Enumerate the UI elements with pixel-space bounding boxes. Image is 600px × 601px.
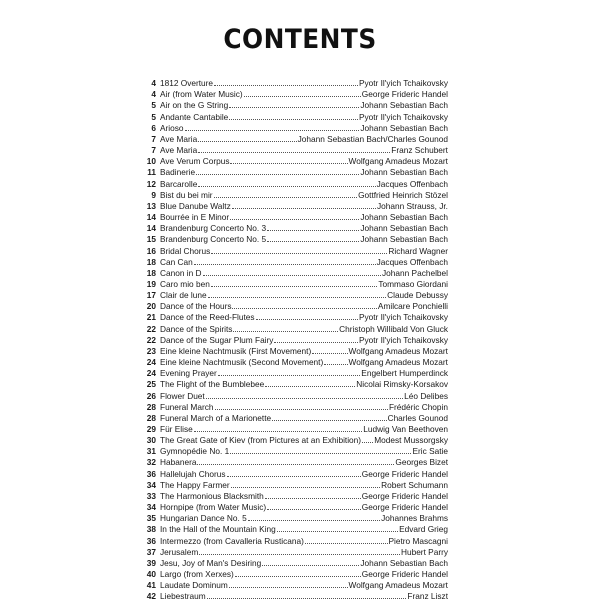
entry-title: Clair de lune [160,290,207,301]
entry-composer: Robert Schumann [381,479,448,490]
entry-composer: Franz Schubert [391,145,448,156]
contents-entry[interactable] [142,512,448,523]
entry-composer: Modest Mussorgsky [374,435,448,446]
entry-page-number: 31 [146,446,156,457]
entry-page-number: 26 [146,390,156,401]
entry-title: Can Can [160,256,193,267]
entry-page-number: 14 [146,223,156,234]
contents-entry[interactable] [142,423,448,434]
entry-composer: Johann Sebastian Bach [360,167,448,178]
contents-entry[interactable] [142,579,448,590]
entry-title: Evening Prayer [160,368,217,379]
entry-composer: Gottfried Heinrich Stözel [358,189,448,200]
entry-composer: Pyotr Il'yich Tchaikovsky [358,111,448,122]
entry-page-number: 25 [146,379,156,390]
entry-page-number: 21 [146,312,156,323]
entry-page-number: 10 [146,156,156,167]
entry-title: Für Elise [160,424,193,434]
entry-title: Arioso [160,122,184,133]
dot-leader [277,531,398,532]
entry-title: Gymnopédie No. 1 [160,446,230,457]
entry-composer: George Frideric Handel [361,468,448,479]
contents-entry[interactable] [142,490,448,501]
dot-leader [197,464,394,465]
entry-page-number: 15 [146,234,156,245]
contents-entry[interactable] [142,211,448,222]
entry-title: Bridal Chorus [160,245,211,256]
entry-title: Brandenburg Concerto No. 3 [160,223,267,234]
contents-entry[interactable] [142,401,448,412]
entry-page-number: 34 [146,502,156,513]
dot-leader [206,398,403,399]
dot-leader [229,107,359,108]
entry-composer: Johann Sebastian Bach [360,212,448,223]
contents-entry[interactable] [142,233,448,244]
entry-page-number: 40 [146,569,156,580]
entry-title: Caro mio ben [160,278,210,289]
entry-title: Flower Duet [160,390,205,401]
contents-entry[interactable] [142,122,448,133]
entry-title: In the Hall of the Mountain King [160,524,276,535]
dot-leader [199,554,400,555]
dot-leader [203,275,382,276]
entry-title: Ave Verum Corpus [160,156,230,167]
entry-title: Hungarian Dance No. 5 [160,513,247,524]
contents-entry[interactable] [142,88,448,99]
entry-composer: Johann Sebastian Bach [360,234,448,245]
dot-leader [362,442,373,443]
contents-entry[interactable] [142,77,448,88]
entry-composer: Engelbert Humperdinck [361,368,448,379]
entry-page-number: 12 [146,178,156,189]
contents-entry[interactable] [142,311,448,322]
dot-leader [244,96,361,97]
dot-leader [262,565,359,566]
entry-title: Intermezzo (from Cavalleria Rusticana) [160,535,304,546]
contents-entry[interactable] [142,523,448,534]
entry-title: Blue Danube Waltz [160,200,231,211]
entry-page-number: 36 [146,535,156,546]
entry-page-number: 17 [146,290,156,301]
contents-entry[interactable] [142,467,448,478]
contents-entry[interactable] [142,501,448,512]
dot-leader [235,576,361,577]
entry-title: Dance of the Hours [160,301,232,312]
entry-title: Air on the G String [160,100,229,111]
contents-entry[interactable] [142,568,448,579]
contents-entry[interactable] [142,456,448,467]
entry-page-number: 33 [146,490,156,501]
entry-page-number: 24 [146,357,156,368]
entry-title: Dance of the Reed-Flutes [160,312,255,323]
contents-entry[interactable] [142,389,448,400]
entry-page-number: 20 [146,301,156,312]
dot-leader [233,331,338,332]
contents-entry[interactable] [142,189,448,200]
contents-entry[interactable] [142,378,448,389]
entry-title: The Harmonious Blacksmith [160,490,264,501]
entry-composer: Amilcare Ponchielli [377,301,448,312]
contents-list [142,77,448,601]
contents-entry[interactable] [142,367,448,378]
entry-page-number: 5 [151,100,156,111]
entry-title: Eine kleine Nachtmusik (Second Movement) [160,357,324,368]
dot-leader [267,230,359,231]
entry-composer: Ludwig Van Beethoven [363,424,448,434]
entry-title: Bist du bei mir [160,189,213,200]
entry-page-number: 22 [146,334,156,345]
entry-composer: Jacques Offenbach [376,178,448,189]
entry-composer: Pyotr Il'yich Tchaikovsky [358,78,448,89]
entry-composer: Wolfgang Amadeus Mozart [348,580,448,591]
dot-leader [198,152,390,153]
entry-title: Funeral March of a Marionette [160,412,272,423]
entry-title: Badinerie [160,167,196,178]
entry-composer: Johann Sebastian Bach [360,122,448,133]
entry-title: Andante Cantabile [160,111,229,122]
entry-composer: Hubert Parry [400,546,448,557]
entry-title: Eine kleine Nachtmusik (First Movement) [160,345,312,356]
entry-composer: Edvard Grieg [399,524,448,535]
entry-composer: Pietro Mascagni [388,535,448,546]
entry-page-number: 34 [146,479,156,490]
dot-leader [231,487,381,488]
entry-title: Dance of the Spirits [160,323,233,334]
dot-leader [198,141,296,142]
page-title: CONTENTS [223,24,377,55]
contents-entry[interactable] [142,99,448,110]
entry-composer: Pyotr Il'yich Tchaikovsky [358,334,448,345]
entry-page-number: 9 [151,189,156,200]
entry-page-number: 5 [151,111,156,122]
entry-composer: Wolfgang Amadeus Mozart [348,345,448,356]
dot-leader [229,119,358,120]
contents-entry[interactable] [142,322,448,333]
entry-title: Brandenburg Concerto No. 5 [160,234,267,245]
dot-leader [214,85,358,86]
contents-entry[interactable] [142,177,448,188]
dot-leader [305,543,388,544]
entry-composer: Johannes Brahms [381,513,448,524]
entry-title: Funeral March [160,401,214,412]
entry-title: Liebestraum [160,591,206,601]
contents-entry[interactable] [142,590,448,601]
entry-page-number: 39 [146,557,156,568]
entry-page-number: 28 [146,401,156,412]
entry-title: Air (from Water Music) [160,89,243,100]
dot-leader [267,509,361,510]
entry-composer: Christoph Willibald Von Gluck [339,323,448,334]
entry-page-number: 16 [146,245,156,256]
entry-composer: Johann Sebastian Bach [360,557,448,568]
dot-leader [232,308,376,309]
dot-leader [312,353,347,354]
entry-title: The Great Gate of Kiev (from Pictures at an Exhibition) [160,435,362,446]
entry-composer: Léo Delibes [404,390,448,401]
entry-composer: Charles Gounod [387,412,448,423]
dot-leader [208,297,387,298]
entry-composer: Johann Sebastian Bach/Charles Gounod [297,133,448,144]
entry-title: Jerusalem [160,546,199,557]
contents-entry[interactable] [142,256,448,267]
dot-leader [230,219,359,220]
contents-entry[interactable] [142,144,448,155]
entry-page-number: 41 [146,580,156,591]
entry-page-number: 30 [146,435,156,446]
dot-leader [194,431,363,432]
dot-leader [232,208,376,209]
contents-entry[interactable] [142,166,448,177]
entry-composer: Wolfgang Amadeus Mozart [348,156,448,167]
entry-page-number: 22 [146,323,156,334]
entry-composer: Tommaso Giordani [378,278,448,289]
contents-entry[interactable] [142,479,448,490]
contents-entry[interactable] [142,289,448,300]
contents-entry[interactable] [142,222,448,233]
entry-page-number: 32 [146,457,156,468]
contents-entry[interactable] [142,300,448,311]
dot-leader [265,386,355,387]
dot-leader [248,520,380,521]
dot-leader [196,174,359,175]
entry-composer: Johann Pachelbel [382,267,448,278]
entry-page-number: 6 [151,122,156,133]
entry-page-number: 24 [146,368,156,379]
contents-entry[interactable] [142,356,448,367]
entry-title: The Flight of the Bumblebee [160,379,265,390]
entry-page-number: 38 [146,524,156,535]
entry-title: Habanera [160,457,197,468]
entry-title: Laudate Dominum [160,580,228,591]
entry-composer: George Frideric Handel [361,569,448,580]
dot-leader [207,598,407,599]
entry-title: Ave Maria [160,145,198,156]
contents-entry[interactable] [142,412,448,423]
contents-entry[interactable] [142,200,448,211]
entry-page-number: 28 [146,412,156,423]
contents-entry[interactable] [142,278,448,289]
dot-leader [267,241,359,242]
entry-composer: Johann Sebastian Bach [360,100,448,111]
entry-composer: Frédéric Chopin [388,401,448,412]
entry-page-number: 7 [151,145,156,156]
contents-entry[interactable] [142,267,448,278]
dot-leader [194,264,376,265]
dot-leader [230,453,411,454]
entry-page-number: 42 [146,591,156,601]
entry-composer: Johann Strauss, Jr. [376,200,448,211]
dot-leader [229,587,348,588]
dot-leader [256,319,358,320]
dot-leader [211,253,387,254]
entry-composer: Eric Satie [412,446,448,457]
dot-leader [211,286,378,287]
dot-leader [272,420,386,421]
entry-page-number: 37 [146,546,156,557]
entry-composer: George Frideric Handel [361,89,448,100]
dot-leader [214,197,358,198]
entry-page-number: 11 [147,167,156,178]
entry-page-number: 23 [146,345,156,356]
dot-leader [215,409,388,410]
entry-page-number: 4 [151,89,156,100]
entry-composer: Johann Sebastian Bach [360,223,448,234]
contents-entry[interactable] [142,345,448,356]
dot-leader [227,476,361,477]
entry-page-number: 36 [146,468,156,479]
entry-composer: George Frideric Handel [361,502,448,513]
contents-entry[interactable] [142,110,448,121]
entry-title: Largo (from Xerxes) [160,569,234,580]
contents-entry[interactable] [142,244,448,255]
entry-title: Jesu, Joy of Man's Desiring [160,557,262,568]
entry-composer: Nicolai Rimsky-Korsakov [356,379,448,390]
dot-leader [230,163,347,164]
dot-leader [185,130,360,131]
entry-page-number: 19 [146,278,156,289]
contents-entry[interactable] [142,534,448,545]
contents-entry[interactable] [142,546,448,557]
entry-composer: George Frideric Handel [361,490,448,501]
entry-page-number: 7 [151,133,156,144]
entry-page-number: 35 [146,513,156,524]
contents-entry[interactable] [142,434,448,445]
entry-title: Ave Maria [160,133,198,144]
contents-entry[interactable] [142,334,448,345]
contents-entry[interactable] [142,155,448,166]
entry-title: Hallelujah Chorus [160,468,226,479]
entry-page-number: 18 [146,256,156,267]
contents-entry[interactable] [142,557,448,568]
entry-composer: Georges Bizet [395,457,448,468]
entry-title: Dance of the Sugar Plum Fairy [160,334,274,345]
entry-title: The Happy Farmer [160,479,230,490]
dot-leader [324,364,347,365]
entry-composer: Wolfgang Amadeus Mozart [348,357,448,368]
entry-composer: Richard Wagner [388,245,448,256]
entry-composer: Jacques Offenbach [376,256,448,267]
entry-composer: Pyotr Il'yich Tchaikovsky [358,312,448,323]
entry-composer: Claude Debussy [387,290,448,301]
entry-title: Hornpipe (from Water Music) [160,502,267,513]
entry-page-number: 14 [146,212,156,223]
entry-page-number: 13 [146,200,156,211]
entry-title: 1812 Overture [160,78,214,89]
entry-title: Bourrée in E Minor [160,212,230,223]
contents-entry[interactable] [142,445,448,456]
dot-leader [218,375,361,376]
dot-leader [265,498,361,499]
dot-leader [198,186,375,187]
entry-title: Canon in D [160,267,202,278]
entry-composer: Franz Liszt [407,591,448,601]
entry-page-number: 4 [151,78,156,89]
entry-page-number: 18 [146,267,156,278]
entry-page-number: 29 [146,424,156,434]
contents-entry[interactable] [142,133,448,144]
entry-title: Barcarolle [160,178,198,189]
dot-leader [274,342,358,343]
